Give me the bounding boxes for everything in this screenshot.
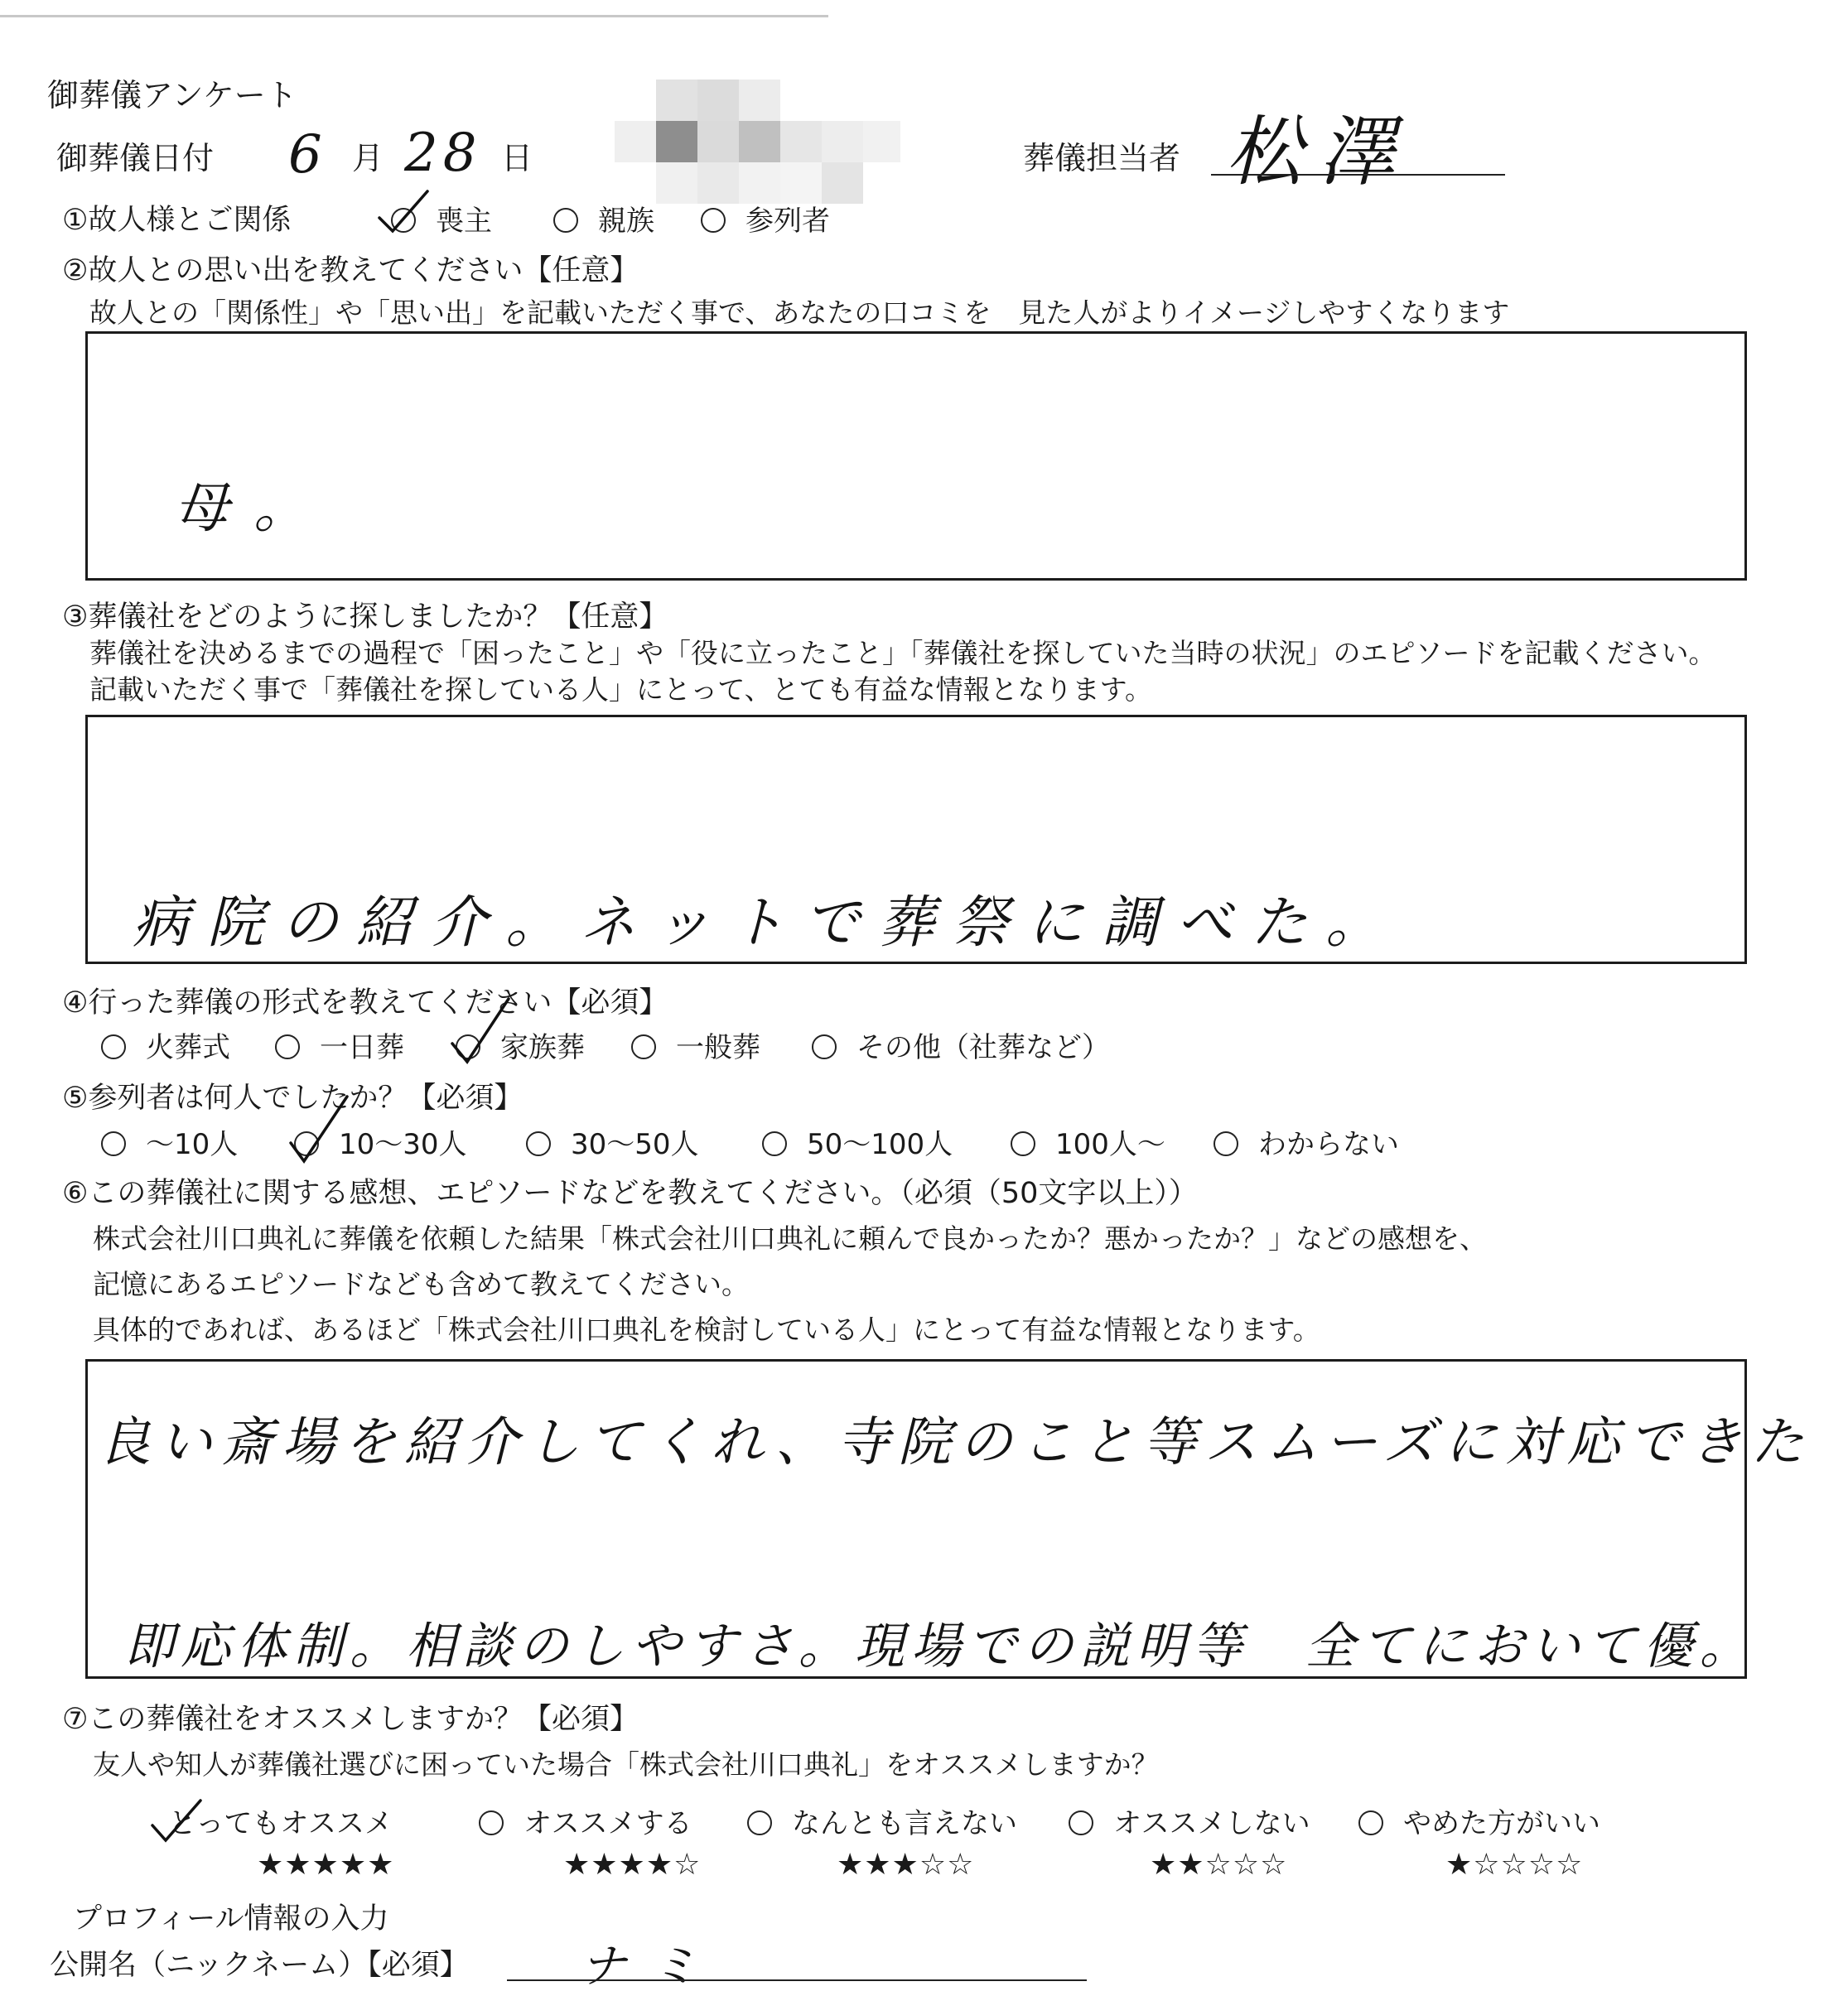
q4-option-general[interactable]: 一般葬 xyxy=(631,1031,760,1064)
q3-answer-text: 病院の紹介。ネットで葬祭に調べた。 xyxy=(133,890,1401,956)
q4-option-other[interactable]: その他（社葬など） xyxy=(812,1031,1110,1064)
checkmark-icon xyxy=(447,994,514,1068)
q6-answer-line-2: 即応体制。相談のしやすさ。現場での説明等 全てにおいて優。 xyxy=(124,1618,1756,1675)
checkmark-icon xyxy=(147,1796,205,1845)
q2-description: 故人との「関係性」や「思い出」を記載いただく事で、あなたの口コミを 見た人がよりイメージしやすくなります xyxy=(89,297,1510,329)
q4-option-cremation[interactable]: 火葬式 xyxy=(101,1031,230,1064)
checkmark-icon xyxy=(374,186,432,236)
funeral-date-day-value: 28 xyxy=(404,123,482,184)
q1-label: ①故人様とご関係 xyxy=(62,204,292,237)
radio-circle-icon xyxy=(101,1131,126,1156)
staff-signature: 松澤 xyxy=(1226,108,1412,196)
q5-option-under-10[interactable]: ～10人 xyxy=(101,1128,238,1161)
q5-option-30-50[interactable]: 30～50人 xyxy=(526,1128,699,1161)
q6-description-1: 株式会社川口典礼に葬儀を依頼した結果「株式会社川口典礼に頼んで良かったか？悪かったか？」などの感想を、 xyxy=(93,1222,1487,1255)
nickname-value[interactable]: ナミ xyxy=(580,1940,722,1994)
q2-label: ②故人との思い出を教えてください【任意】 xyxy=(62,254,639,287)
radio-circle-icon xyxy=(1069,1810,1093,1835)
q7-option-not-recommend[interactable]: オススメしない xyxy=(1069,1807,1310,1840)
funeral-date-day-unit: 日 xyxy=(501,140,533,176)
radio-circle-icon xyxy=(631,1034,656,1059)
q7-stars-1: ★☆☆☆☆ xyxy=(1445,1848,1584,1882)
radio-circle-icon xyxy=(553,208,578,233)
radio-circle-icon xyxy=(812,1034,837,1059)
q7-stars-2: ★★☆☆☆ xyxy=(1150,1848,1288,1882)
form-title: 御葬儀アンケート xyxy=(47,77,297,113)
radio-circle-icon xyxy=(479,1810,504,1835)
radio-circle-icon xyxy=(1011,1131,1035,1156)
q2-answer-text: 母。 xyxy=(174,476,333,540)
q7-option-highly-recommend[interactable]: とってもオススメ xyxy=(168,1807,393,1840)
q4-option-family[interactable]: 家族葬 xyxy=(456,1031,585,1064)
radio-circle-icon xyxy=(1358,1810,1383,1835)
q7-label: ⑦この葬儀社をオススメしますか？【必須】 xyxy=(62,1703,639,1736)
q1-option-mourner[interactable]: 喪主 xyxy=(391,205,492,238)
q5-option-50-100[interactable]: 50～100人 xyxy=(762,1128,953,1161)
radio-circle-icon xyxy=(762,1131,787,1156)
radio-circle-icon xyxy=(275,1034,300,1059)
radio-circle-icon xyxy=(747,1810,772,1835)
q1-option-attendee[interactable]: 参列者 xyxy=(701,205,830,238)
radio-circle-icon xyxy=(1214,1131,1238,1156)
q6-description-2: 記憶にあるエピソードなども含めて教えてください。 xyxy=(93,1268,749,1300)
q5-option-unknown[interactable]: わからない xyxy=(1214,1128,1399,1161)
q4-option-one-day[interactable]: 一日葬 xyxy=(275,1031,404,1064)
q7-option-avoid[interactable]: やめた方がいい xyxy=(1358,1807,1600,1840)
nickname-label: 公開名（ニックネーム）【必須】 xyxy=(50,1949,469,1982)
q5-label: ⑤参列者は何人でしたか？【必須】 xyxy=(62,1082,524,1115)
profile-heading: プロフィール情報の入力 xyxy=(73,1902,389,1936)
q7-stars-5: ★★★★★ xyxy=(257,1848,395,1882)
q6-description-3: 具体的であれば、あるほど「株式会社川口典礼を検討している人」にとって有益な情報となります。 xyxy=(93,1314,1320,1346)
q3-description-2: 記載いただく事で「葬儀社を探している人」にとって、とても有益な情報となります。 xyxy=(89,673,1153,706)
radio-circle-icon xyxy=(701,208,726,233)
q6-answer-line-1: 良い斎場を紹介してくれ、寺院のこと等スムーズに対応できた xyxy=(98,1412,1812,1473)
q2-answer-box[interactable] xyxy=(85,331,1747,581)
q5-option-over-100[interactable]: 100人～ xyxy=(1011,1128,1165,1161)
radio-circle-icon xyxy=(526,1131,551,1156)
q4-label: ④行った葬儀の形式を教えてください【必須】 xyxy=(62,986,668,1020)
q3-description-1: 葬儀社を決めるまでの過程で「困ったこと」や「役に立ったこと」「葬儀社を探していた当時の状況」のエピソードを記載ください。 xyxy=(89,637,1716,669)
q1-option-relative[interactable]: 親族 xyxy=(553,205,654,238)
funeral-date-label: 御葬儀日付 xyxy=(56,140,215,176)
nickname-underline xyxy=(507,1979,1087,1981)
q6-label: ⑥この葬儀社に関する感想、エピソードなどを教えてください。（必須（50文字以上）） xyxy=(62,1177,1198,1210)
q7-option-recommend[interactable]: オススメする xyxy=(479,1807,692,1840)
q7-stars-4: ★★★★☆ xyxy=(563,1848,702,1882)
radio-circle-icon xyxy=(101,1034,126,1059)
scan-edge-line xyxy=(0,15,828,17)
q7-option-neutral[interactable]: なんとも言えない xyxy=(747,1807,1017,1840)
q5-option-10-30[interactable]: 10～30人 xyxy=(294,1128,467,1161)
funeral-date-month-unit: 月 xyxy=(352,140,384,176)
checkmark-icon xyxy=(286,1092,352,1166)
staff-label: 葬儀担当者 xyxy=(1023,140,1181,176)
redacted-mosaic xyxy=(615,80,900,204)
funeral-date-month-value: 6 xyxy=(288,124,327,186)
q7-stars-3: ★★★☆☆ xyxy=(837,1848,975,1882)
q3-label: ③葬儀社をどのように探しましたか？【任意】 xyxy=(62,600,668,634)
staff-underline xyxy=(1211,174,1505,176)
q7-description: 友人や知人が葬儀社選びに困っていた場合「株式会社川口典礼」をオススメしますか？ xyxy=(93,1748,1159,1781)
